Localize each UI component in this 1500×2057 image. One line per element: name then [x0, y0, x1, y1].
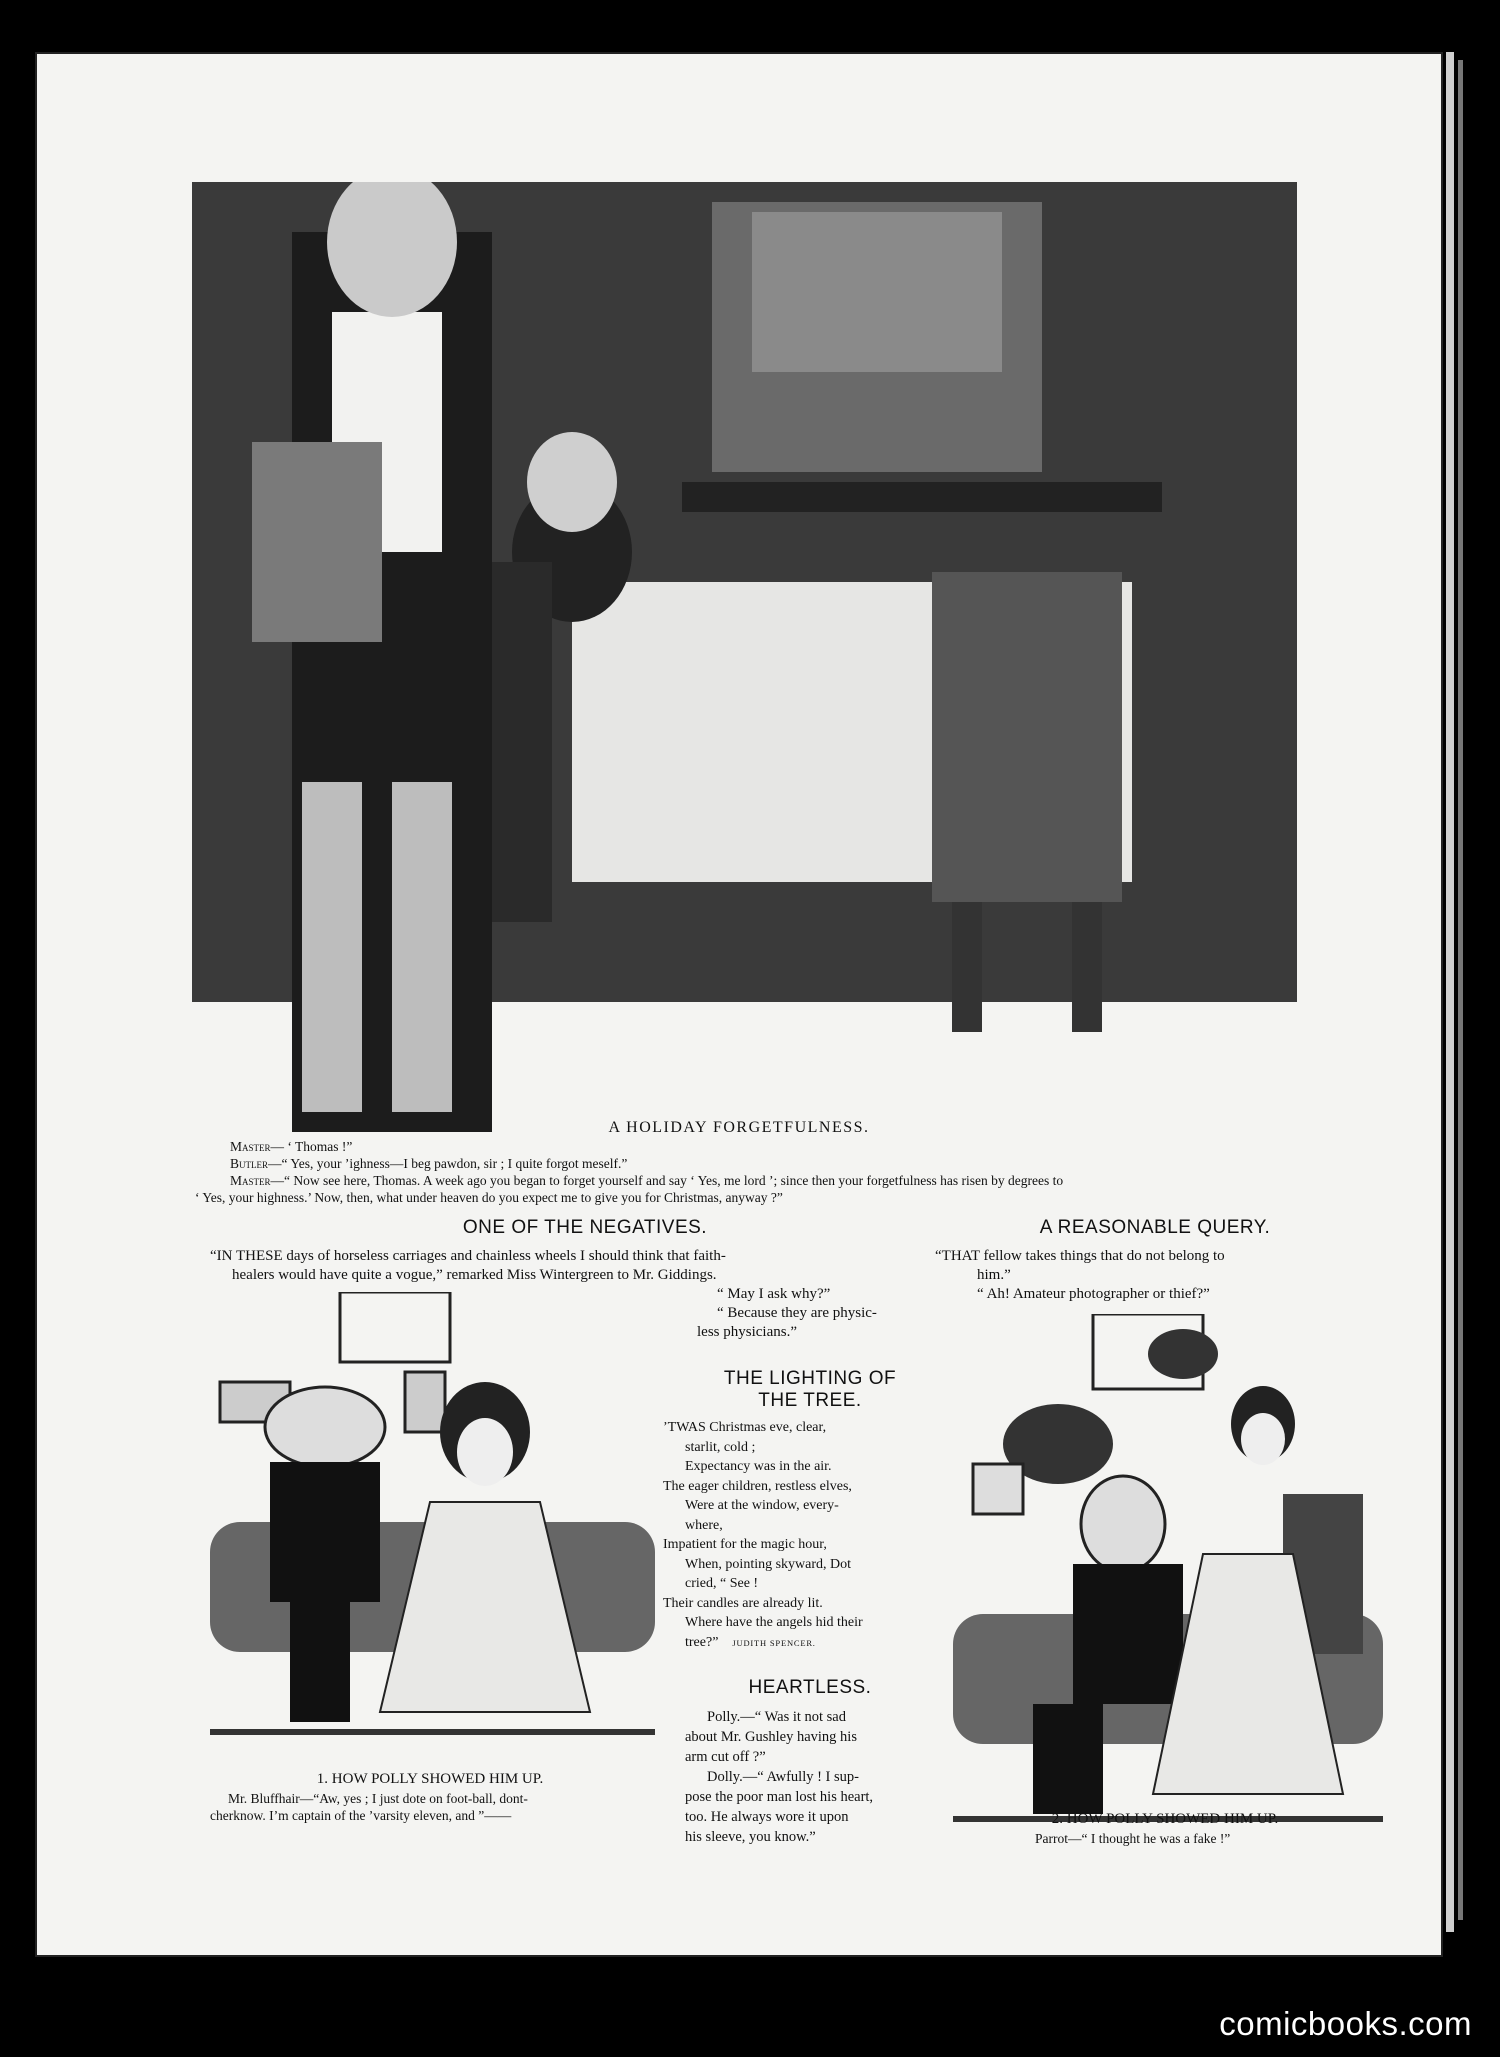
heartless-heading: HEARTLESS. [748, 1677, 872, 1698]
poem-line: cried, “ See ! [685, 1576, 759, 1591]
poem-line: The eager children, restless elves, [663, 1478, 852, 1494]
query-heading: A REASONABLE QUERY. [1039, 1217, 1271, 1238]
illustration-title: A HOLIDAY FORGETFULNESS. [608, 1119, 870, 1136]
negatives-reply [697, 1285, 947, 1342]
text-line: his sleeve, you know.” [685, 1829, 816, 1845]
negatives-heading: ONE OF THE NEGATIVES. [462, 1217, 708, 1238]
lighting-poem [663, 1418, 953, 1653]
cartoon-1-caption [210, 1790, 670, 1824]
illustration-dialog [195, 1138, 1375, 1206]
poem-line: Where have the angels hid their [685, 1615, 863, 1630]
text-line: him.” [977, 1267, 1011, 1283]
poem-line: where, [685, 1517, 723, 1533]
caption-line: Mr. Bluffhair—“Aw, yes ; I just dote on foot-ball, dont- [228, 1791, 528, 1806]
page-edge-shadow [1458, 60, 1463, 1920]
dialog-line: ‘ Yes, your highness.’ Now, then, what under heaven do you expect me to give you for Christmas, anyway ?” [195, 1190, 783, 1205]
poem-line: tree?” JUDITH SPENCER. [685, 1634, 816, 1650]
text-line: arm cut off ?” [685, 1749, 766, 1765]
cartoon-1-title: 1. HOW POLLY SHOWED HIM UP. [316, 1771, 544, 1787]
poem-author: JUDITH SPENCER. [732, 1637, 816, 1648]
watermark-text: comicbooks.com [1219, 2005, 1472, 2042]
magazine-page [35, 52, 1443, 1957]
heading-line: THE TREE. [758, 1390, 862, 1411]
poem-line: Were at the window, every- [685, 1498, 839, 1513]
heading-line: THE LIGHTING OF [723, 1368, 897, 1389]
negatives-text [210, 1247, 940, 1285]
text-line: “ Because they are physic- [717, 1305, 877, 1321]
cartoon-1-illustration [210, 1292, 655, 1752]
heartless-text [685, 1707, 955, 1847]
dialog-line: Master—“ Now see here, Thomas. A week ago you began to forget yourself and say ‘ Yes, me lord ’; since then your forgetfulness has risen by degrees to [230, 1173, 1064, 1188]
text-line: about Mr. Gushley having his [685, 1729, 857, 1745]
caption-line: cherknow. I’m captain of the ’varsity eleven, and ”—— [210, 1808, 512, 1823]
text-line: less physicians.” [697, 1324, 797, 1340]
poem-line: starlit, cold ; [685, 1439, 756, 1455]
text-line: too. He always wore it upon [685, 1809, 849, 1825]
dialog-line: Butler—“ Yes, your ’ighness—I beg pawdon, sir ; I quite forgot meself.” [230, 1156, 628, 1171]
text-line: “THAT fellow takes things that do not belong to [935, 1248, 1225, 1264]
poem-line: Impatient for the magic hour, [663, 1537, 827, 1552]
cartoon-2-illustration [953, 1314, 1383, 1854]
page-edge [1446, 52, 1454, 1932]
query-text [935, 1247, 1375, 1304]
text-line: “IN THESE days of horseless carriages and chainless wheels I should think that faith- [210, 1248, 726, 1264]
text-line: pose the poor man lost his heart, [685, 1789, 874, 1805]
holiday-illustration [192, 182, 1297, 1132]
text-line: Dolly.—“ Awfully ! I sup- [707, 1769, 859, 1785]
poem-line: ’TWAS Christmas eve, clear, [663, 1420, 827, 1435]
text-line: “ Ah! Amateur photographer or thief?” [977, 1286, 1210, 1302]
text-line: healers would have quite a vogue,” remarked Miss Wintergreen to Mr. Giddings. [232, 1267, 717, 1283]
poem-line: When, pointing skyward, Dot [685, 1556, 852, 1572]
poem-line: Their candles are already lit. [663, 1595, 823, 1611]
caption-line: Parrot—“ I thought he was a fake !” [1035, 1831, 1231, 1846]
text-line: Polly.—“ Was it not sad [707, 1709, 846, 1725]
text-line: “ May I ask why?” [717, 1286, 831, 1302]
cartoon-2-caption [1035, 1830, 1365, 1847]
dialog-line: Master— ‘ Thomas !” [230, 1139, 353, 1154]
cartoon-2-title: 2. HOW POLLY SHOWED HIM UP. [1051, 1811, 1279, 1827]
lighting-heading [675, 1368, 945, 1412]
poem-line: Expectancy was in the air. [685, 1459, 832, 1474]
